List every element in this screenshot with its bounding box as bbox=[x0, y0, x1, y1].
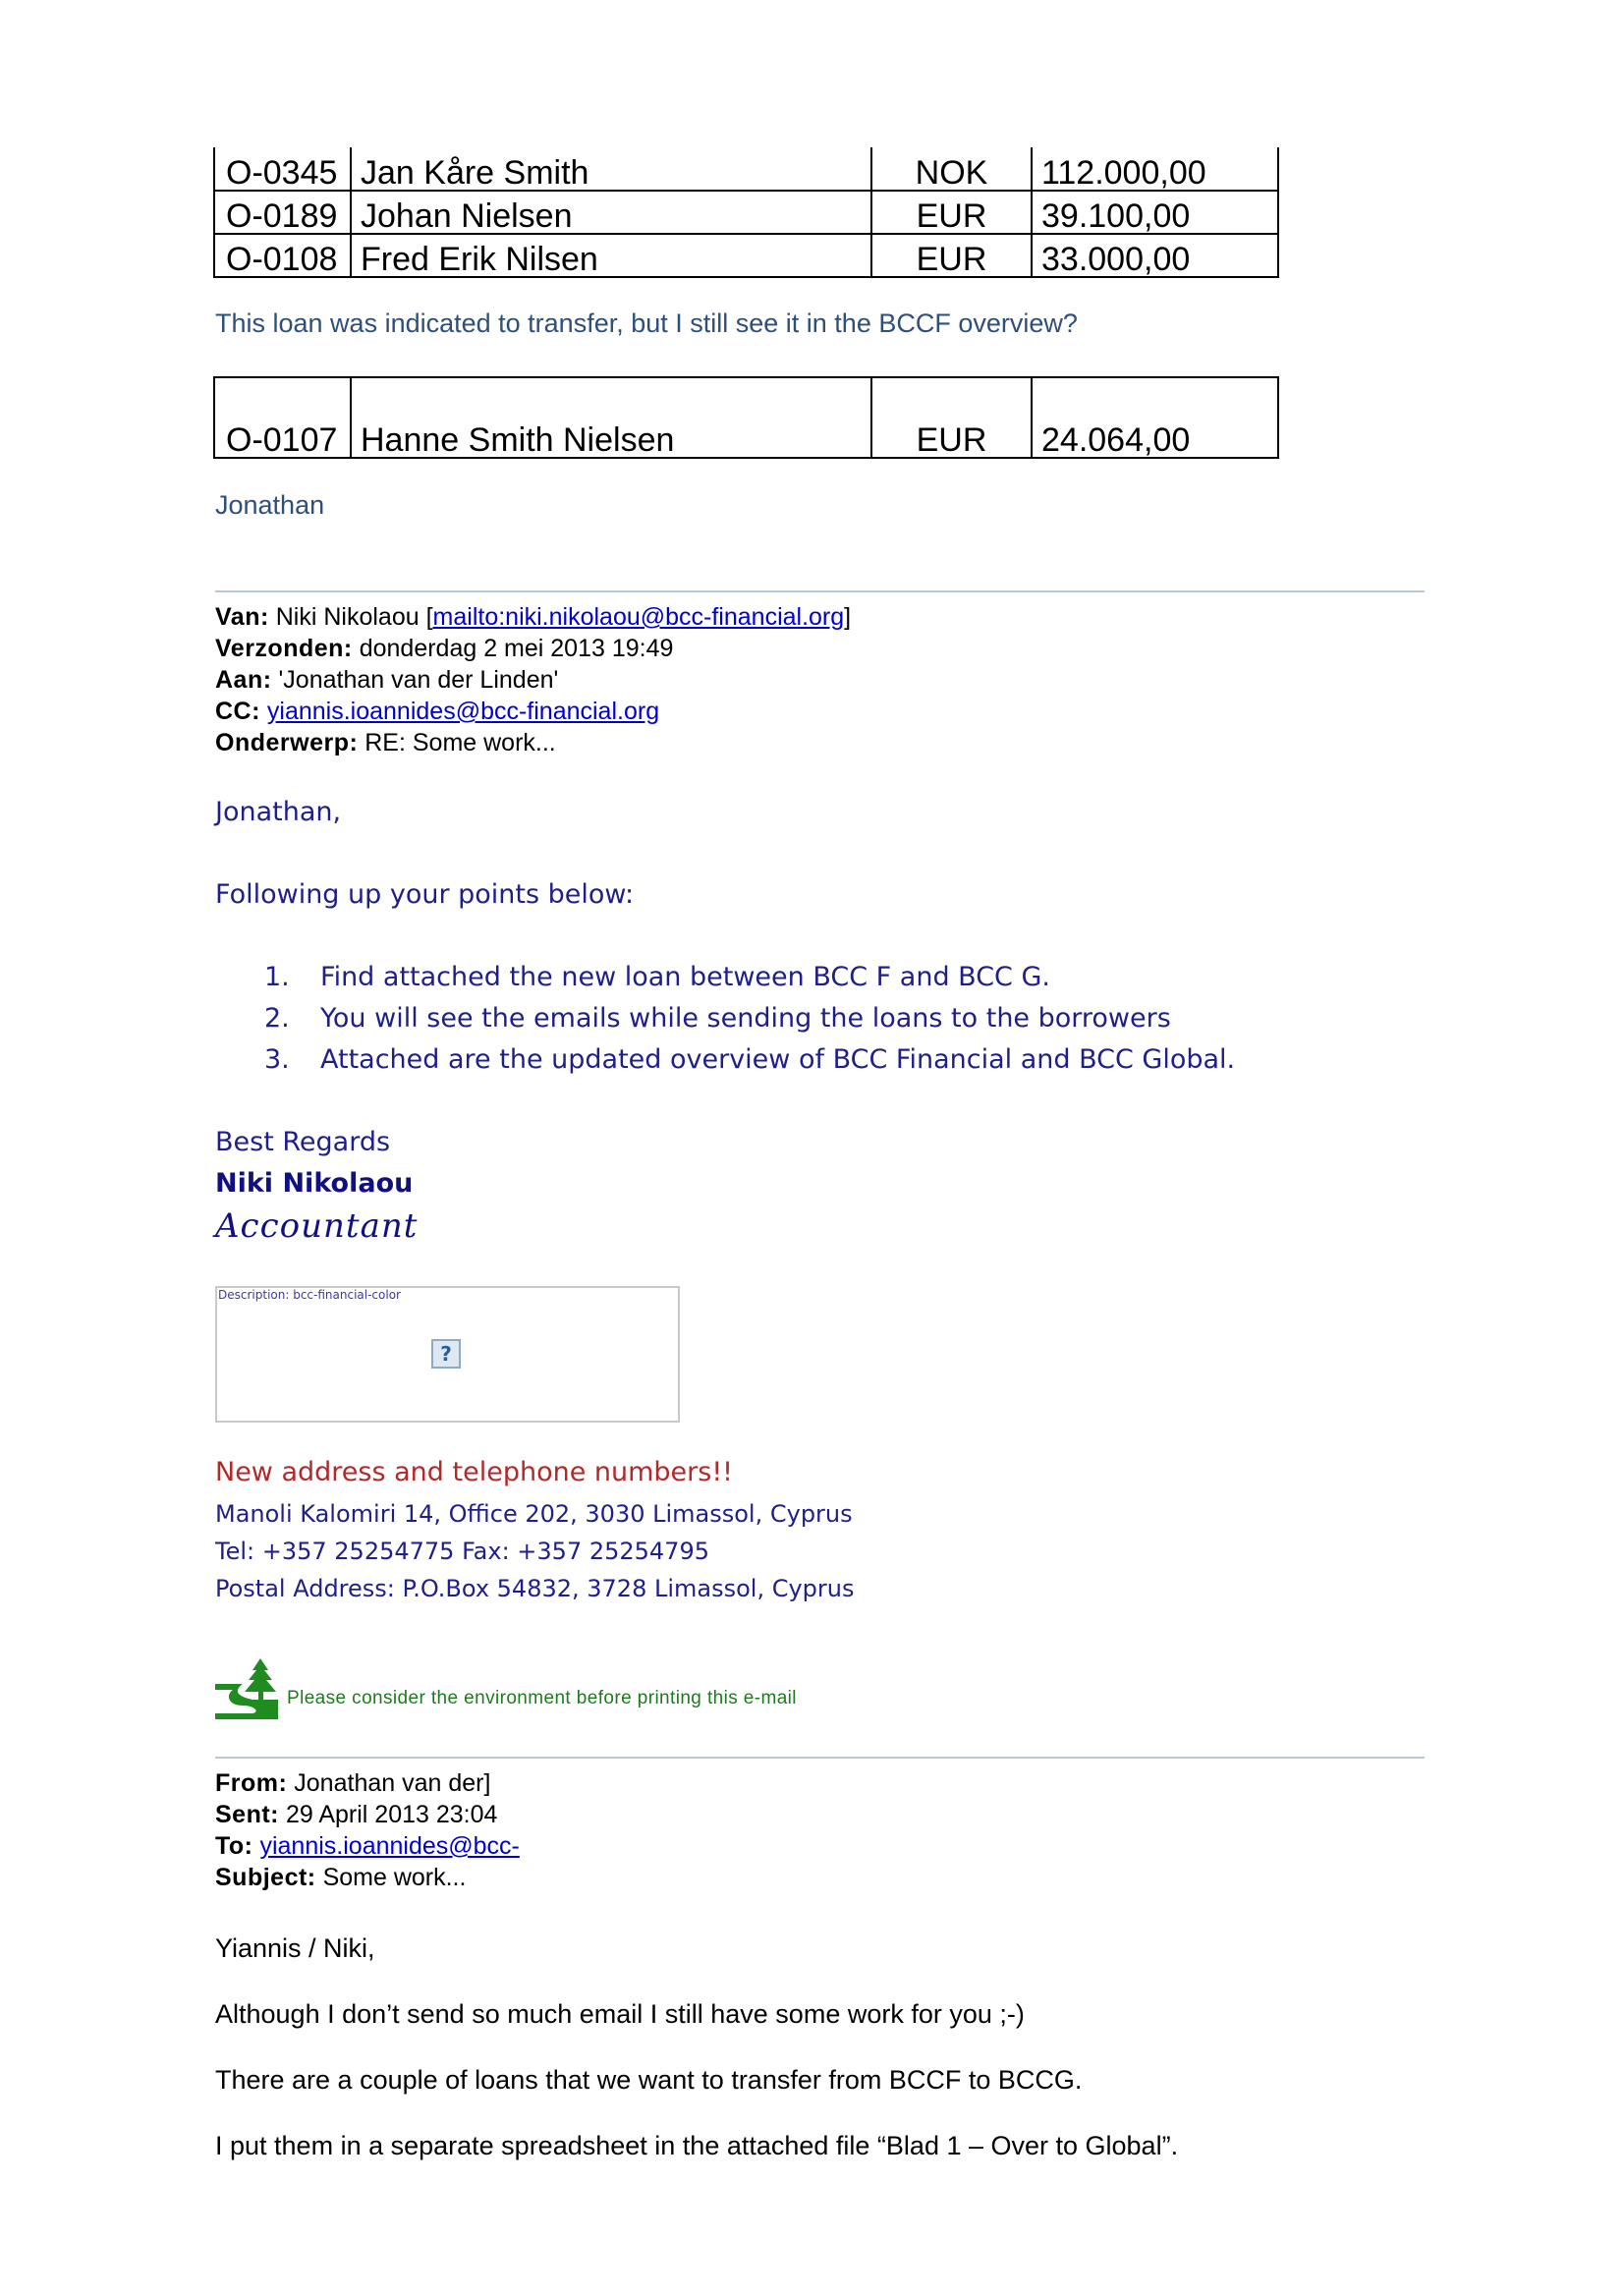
company-logo-placeholder bbox=[215, 1286, 680, 1423]
address-street: Manoli Kalomiri 14, Office 202, 3030 Limassol, Cyprus bbox=[215, 1500, 853, 1528]
loan-table-single bbox=[213, 376, 1279, 459]
loan-code: O-0108 bbox=[214, 234, 351, 277]
borrower-name: Johan Nielsen bbox=[351, 191, 871, 234]
van-mailto-link[interactable]: mailto:niki.nikolaou@bcc-financial.org bbox=[432, 603, 845, 631]
email-divider bbox=[215, 1757, 1425, 1759]
header-onderwerp bbox=[215, 727, 851, 758]
email-header-original bbox=[215, 1767, 520, 1893]
sent-value: 29 April 2013 23:04 bbox=[285, 1801, 498, 1828]
email-header-reply bbox=[215, 601, 851, 758]
to-email-link[interactable]: yiannis.ioannides@bcc- bbox=[259, 1832, 520, 1860]
verzonden-label: Verzonden: bbox=[215, 635, 353, 662]
loan-currency: EUR bbox=[871, 377, 1032, 458]
reply-closing: Best Regards bbox=[215, 1127, 391, 1157]
list-number: 1. bbox=[264, 962, 290, 992]
from-label: From: bbox=[215, 1769, 288, 1797]
loan-amount: 24.064,00 bbox=[1032, 377, 1278, 458]
loan-amount: 112.000,00 bbox=[1032, 147, 1278, 191]
aan-label: Aan: bbox=[215, 666, 272, 694]
van-value: Niki Nikolaou [ bbox=[275, 603, 433, 631]
loan-currency: NOK bbox=[871, 147, 1032, 191]
reply-greeting: Jonathan, bbox=[215, 797, 342, 827]
table-row bbox=[214, 147, 1278, 191]
verzonden-value: donderdag 2 mei 2013 19:49 bbox=[359, 635, 674, 662]
header-to bbox=[215, 1830, 520, 1862]
environment-notice: Please consider the environment before printing this e-mail bbox=[287, 1688, 797, 1708]
loan-code: O-0345 bbox=[214, 147, 351, 191]
onderwerp-value: RE: Some work... bbox=[364, 729, 556, 756]
address-notice: New address and telephone numbers!! bbox=[215, 1457, 733, 1487]
email-divider bbox=[215, 590, 1425, 592]
table-row bbox=[214, 377, 1278, 458]
cc-label: CC: bbox=[215, 698, 260, 725]
original-paragraph: Although I don’t send so much email I still have some work for you ;-) bbox=[215, 1999, 1025, 2029]
header-aan bbox=[215, 664, 851, 696]
header-sent bbox=[215, 1799, 520, 1830]
loan-table-top bbox=[213, 147, 1279, 278]
address-postal: Postal Address: P.O.Box 54832, 3728 Limassol, Cyprus bbox=[215, 1575, 855, 1602]
address-phones: Tel: +357 25254775 Fax: +357 25254795 bbox=[215, 1538, 709, 1565]
onderwerp-label: Onderwerp: bbox=[215, 729, 359, 756]
original-paragraph: There are a couple of loans that we want to transfer from BCCF to BCCG. bbox=[215, 2065, 1083, 2095]
aan-value: 'Jonathan van der Linden' bbox=[278, 666, 559, 694]
loan-code: O-0107 bbox=[214, 377, 351, 458]
loan-amount: 39.100,00 bbox=[1032, 191, 1278, 234]
header-from bbox=[215, 1767, 520, 1799]
original-paragraph: I put them in a separate spreadsheet in the attached file “Blad 1 – Over to Global”. bbox=[215, 2131, 1179, 2160]
borrower-name: Jan Kåre Smith bbox=[351, 147, 871, 191]
loan-code: O-0189 bbox=[214, 191, 351, 234]
signature-name: Niki Nikolaou bbox=[215, 1168, 414, 1199]
loan-amount: 33.000,00 bbox=[1032, 234, 1278, 277]
header-verzonden bbox=[215, 633, 851, 664]
broken-image-icon: ? bbox=[431, 1339, 461, 1369]
sent-label: Sent: bbox=[215, 1801, 279, 1828]
loan-currency: EUR bbox=[871, 234, 1032, 277]
loan-currency: EUR bbox=[871, 191, 1032, 234]
signature-title: Accountant bbox=[215, 1206, 419, 1246]
original-greeting: Yiannis / Niki, bbox=[215, 1933, 375, 1963]
tree-icon bbox=[213, 1656, 284, 1721]
logo-description: Description: bcc-financial-color bbox=[218, 1288, 401, 1302]
borrower-name: Hanne Smith Nielsen bbox=[351, 377, 871, 458]
van-close: ] bbox=[844, 603, 852, 631]
header-subject bbox=[215, 1862, 520, 1893]
transfer-question-note: This loan was indicated to transfer, but I still see it in the BCCF overview? bbox=[215, 308, 1078, 338]
list-item: Attached are the updated overview of BCC Financial and BCC Global. bbox=[320, 1044, 1236, 1075]
subject-label: Subject: bbox=[215, 1864, 316, 1891]
borrower-name: Fred Erik Nilsen bbox=[351, 234, 871, 277]
from-value: Jonathan van der] bbox=[294, 1769, 491, 1797]
cc-email-link[interactable]: yiannis.ioannides@bcc-financial.org bbox=[266, 698, 660, 725]
table-row bbox=[214, 191, 1278, 234]
list-item: You will see the emails while sending the loans to the borrowers bbox=[320, 1003, 1171, 1034]
van-label: Van: bbox=[215, 603, 269, 631]
subject-value: Some work... bbox=[322, 1864, 467, 1891]
header-van bbox=[215, 601, 851, 633]
header-cc bbox=[215, 696, 851, 727]
table-row bbox=[214, 234, 1278, 277]
signoff-jonathan: Jonathan bbox=[215, 490, 325, 520]
reply-intro: Following up your points below: bbox=[215, 879, 635, 910]
list-number: 2. bbox=[264, 1003, 290, 1034]
list-number: 3. bbox=[264, 1044, 290, 1075]
to-label: To: bbox=[215, 1832, 253, 1860]
list-item: Find attached the new loan between BCC F and BCC G. bbox=[320, 962, 1051, 992]
